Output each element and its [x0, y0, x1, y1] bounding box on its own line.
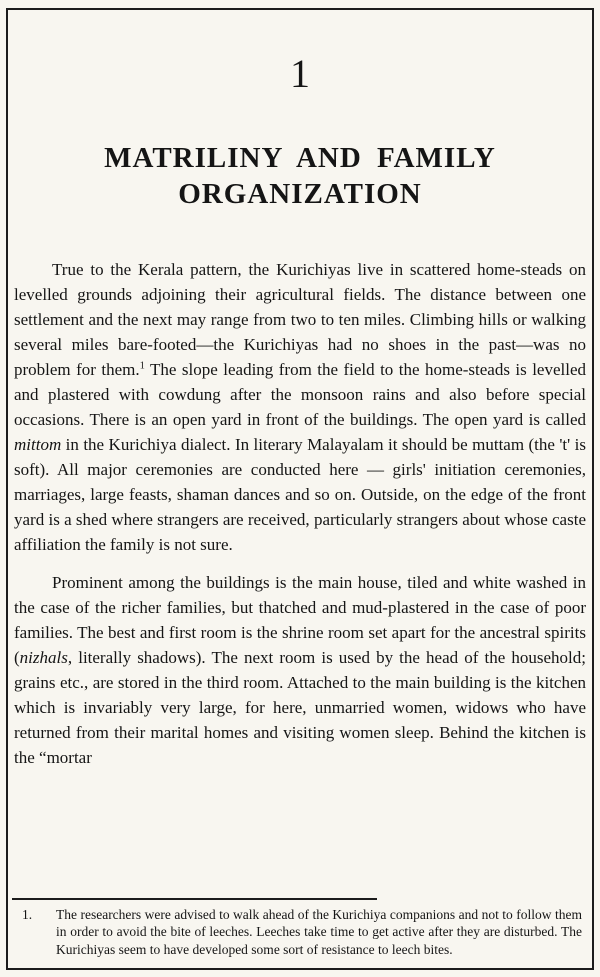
footnote-text: The researchers were advised to walk ahead of the Kurichiya companions and not to follow them in order to avoid the bite of leeches. Leeches take time to get active after they are disturbed. The Kurichiyas seem to have developed some sort of resistance to leech bites. [56, 906, 582, 957]
body-text [14, 257, 586, 770]
footnote-number: 1. [22, 906, 33, 922]
paragraph-2: Prominent among the buildings is the main house, tiled and white washed in the case of the richer families, but thatched and mud-plastered in the case of poor families. The best and first room is the shrine room set apart for the ancestral spirits (nizhals, literally shadows). The next room is used by the head of the household; grains etc., are stored in the third room. Attached to the main building is the kitchen which is invariably very large, for here, unmarried women, widows who have returned from their marital homes and visiting women sleep. Behind the kitchen is the “mortar [14, 572, 586, 767]
chapter-title [14, 140, 586, 213]
chapter-title-line2: ORGANIZATION [178, 178, 422, 211]
page-border-frame [6, 8, 594, 970]
footnote-divider [12, 898, 377, 900]
chapter-title-line1: MATRILINY AND FAMILY [104, 142, 496, 174]
footnote [14, 906, 586, 959]
footnote-block [14, 898, 586, 959]
chapter-number: 1 [290, 51, 310, 96]
paragraph-1: True to the Kerala pattern, the Kurichiyas live in scattered home-steads on levelled grounds adjoining their agricultural fields. The distance between one settlement and the next may range from two to ten miles. Climbing hills or walking several miles bare-footed—the Kurichiyas had no shoes in the past—was no problem for them.$^1$ The slope leading from the field to the home-steads is levelled and plastered with cowdung after the monsoon rains and also before special occasions. There is an open yard in front of the buildings. The open yard is called mittom in the Kurichiya dialect. In literary Malayalam it should be muttam (the 't' is soft). All major ceremonies are conducted here — girls' initiation ceremonies, marriages, large feasts, shaman dances and so on. Outside, on the edge of the front yard is a shed where strangers are received, particularly strangers about whose caste affiliation the family is not sure. [14, 259, 586, 554]
